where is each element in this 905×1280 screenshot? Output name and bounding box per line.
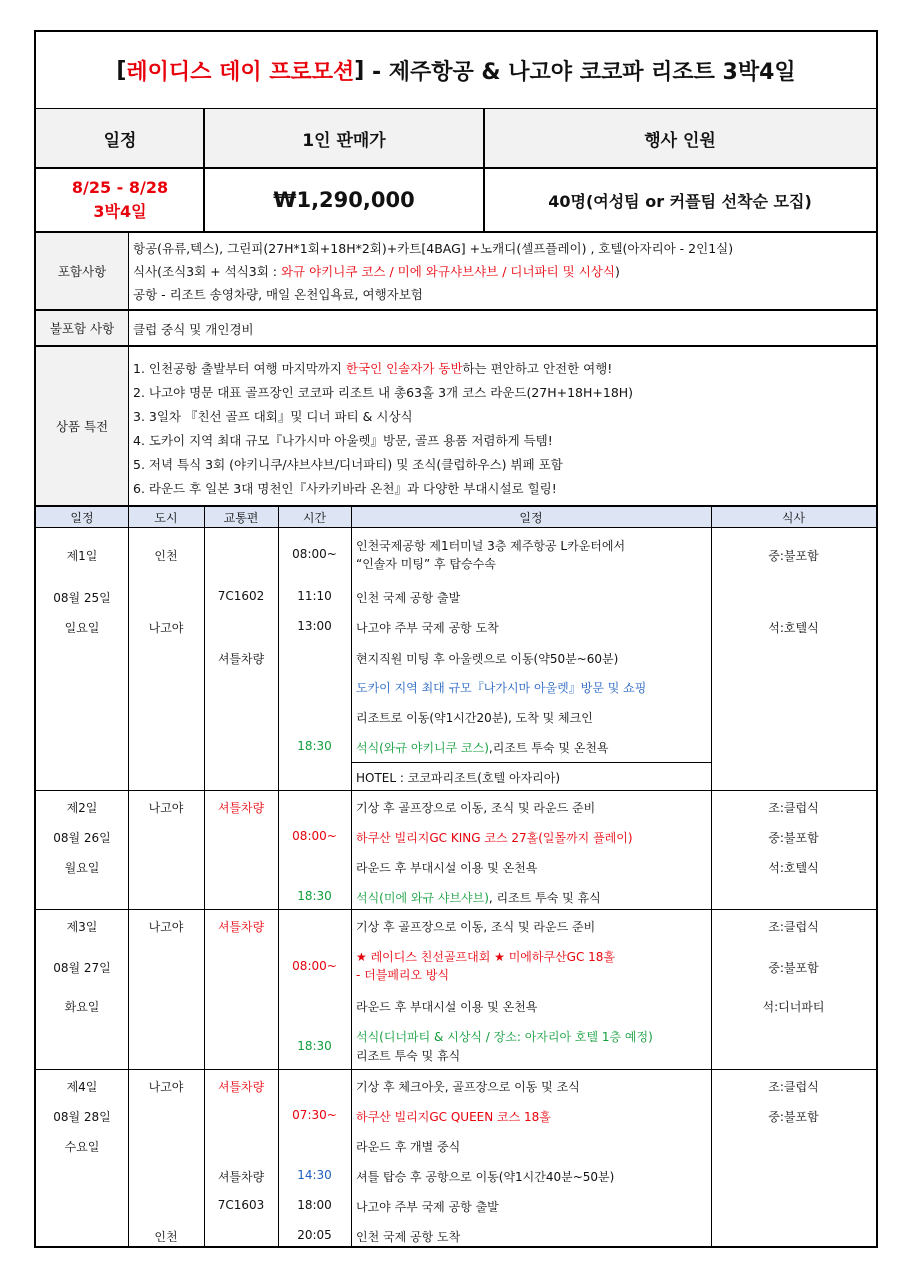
schedule-item: “인솔자 미팅” 후 탑승수속 — [356, 557, 496, 571]
meal: 중:불포함 — [768, 961, 819, 975]
transport: 셔틀차량 — [217, 652, 265, 666]
feature-6: 6. 라운드 후 일본 3대 명천인『사카키바라 온천』과 다양한 부대시설로 힐링! — [133, 481, 557, 496]
feature-2: 2. 나고야 명문 대표 골프장인 코코파 리조트 내 총63홀 3개 코스 라운드(27H+18H+18H) — [133, 385, 634, 400]
day-weekday: 일요일 — [64, 621, 100, 635]
schedule-item: 기상 후 골프장으로 이동, 조식 및 라운드 준비 — [356, 920, 596, 934]
schedule-item: 기상 후 체크아웃, 골프장으로 이동 및 조식 — [356, 1080, 580, 1094]
day-city: 나고야 — [148, 920, 184, 934]
time: 08:00~ — [292, 829, 337, 843]
day-label: 제3일 — [66, 920, 98, 934]
summary-header-schedule: 일정 — [36, 109, 204, 167]
included-label: 포함사항 — [36, 233, 128, 309]
summary-header-price: 1인 판매가 — [204, 109, 484, 167]
time: 08:00~ — [292, 547, 337, 561]
meal: 조:클럽식 — [768, 801, 819, 815]
meal: 조:클럽식 — [768, 1080, 819, 1094]
schedule-item: 석식(와규 야키니쿠 코스),리조트 투숙 및 온천욕 — [356, 741, 609, 755]
flight-number: 7C1603 — [217, 1198, 265, 1212]
time: 11:10 — [297, 589, 332, 603]
schedule-item: 라운드 후 부대시설 이용 및 온천욕 — [356, 1000, 538, 1014]
flight-number: 7C1602 — [217, 589, 265, 603]
feature-3: 3. 3일차 『친선 골프 대회』및 디너 파티 & 시상식 — [133, 409, 413, 424]
day-date: 08월 26일 — [53, 831, 111, 845]
summary-price: ₩1,290,000 — [273, 188, 415, 212]
summary-duration: 3박4일 — [93, 202, 147, 221]
day-date: 08월 25일 — [53, 591, 111, 605]
schedule-item: 석식(미에 와규 샤브샤브), 리조트 투숙 및 휴식 — [356, 891, 601, 905]
feature-1-highlight: 한국인 인솔자가 동반 — [345, 361, 463, 376]
title-bracket-close: ] — [354, 57, 365, 83]
itinerary-header-city: 도시 — [154, 510, 178, 525]
day-city: 나고야 — [148, 801, 184, 815]
schedule-item: 인천 국제 공항 도착 — [356, 1230, 461, 1244]
included-line-1: 항공(유류,텍스), 그린피(27H*1회+18H*2회)+카트[4BAG] +노캐디(셀프플레이) , 호텔(아자리아 - 2인1실) — [133, 241, 734, 256]
itinerary-header-day: 일정 — [70, 510, 94, 525]
day-weekday: 수요일 — [64, 1140, 100, 1154]
day-city: 인천 — [154, 549, 178, 563]
itinerary-header-schedule: 일정 — [519, 510, 543, 525]
time: 18:30 — [297, 889, 332, 903]
schedule-item: 인천 국제 공항 출발 — [356, 591, 461, 605]
schedule-item: 라운드 후 부대시설 이용 및 온천욕 — [356, 861, 538, 875]
day-label: 제1일 — [66, 549, 98, 563]
itinerary-header-meals: 식사 — [781, 510, 806, 525]
schedule-item-highlight: 도카이 지역 최대 규모『나가시마 아울렛』방문 및 쇼핑 — [356, 681, 647, 695]
summary-header-capacity: 행사 인원 — [484, 109, 876, 167]
excluded-label: 불포함 사항 — [36, 311, 128, 345]
day-label: 제4일 — [66, 1080, 98, 1094]
page-title — [36, 32, 876, 108]
transport: 셔틀차량 — [217, 1080, 265, 1094]
day-weekday: 화요일 — [64, 1000, 100, 1014]
transport: 셔틀차량 — [217, 920, 265, 934]
included-line-3: 공항 - 리조트 송영차량, 매일 온천입욕료, 여행자보험 — [133, 287, 423, 302]
time: 08:00~ — [292, 959, 337, 973]
time: 20:05 — [297, 1228, 332, 1242]
title-bracket-open: [ — [116, 57, 127, 83]
meal: 중:불포함 — [768, 1110, 819, 1124]
title-product: - 제주항공 & 나고야 코코파 리조트 3박4일 — [364, 59, 796, 85]
transport: 셔틀차량 — [217, 801, 265, 815]
meal: 조:클럽식 — [768, 920, 819, 934]
included-line-2: 식사(조식3회 + 석식3회 : 와규 야키니쿠 코스 / 미에 와규샤브샤브 / 디너파티 및 시상식) — [133, 264, 620, 279]
day-weekday: 월요일 — [64, 861, 100, 875]
time: 18:30 — [297, 1039, 332, 1053]
schedule-item-highlight: 하쿠산 빌리지GC KING 코스 27홀(일몰까지 플레이) — [356, 831, 633, 845]
time: 13:00 — [297, 619, 332, 633]
features-label: 상품 특전 — [36, 347, 128, 505]
meal: 석:호텔식 — [768, 861, 819, 875]
schedule-item: 기상 후 골프장으로 이동, 조식 및 라운드 준비 — [356, 801, 596, 815]
schedule-item: 나고야 주부 국제 공항 출발 — [356, 1200, 499, 1214]
excluded-text: 클럽 중식 및 개인경비 — [133, 322, 254, 337]
hotel-info: HOTEL : 코코파리조트(호텔 아자리아) — [356, 771, 561, 785]
meal: 석:디너파티 — [762, 1000, 825, 1014]
schedule-item-highlight: - 더블페리오 방식 — [356, 968, 450, 982]
day-date: 08월 28일 — [53, 1110, 111, 1124]
summary-date-range: 8/25 - 8/28 — [71, 178, 169, 197]
time: 18:30 — [297, 739, 332, 753]
schedule-item: 리조트로 이동(약1시간20분), 도착 및 체크인 — [356, 711, 593, 725]
day-city: 나고야 — [148, 621, 184, 635]
schedule-item: 셔틀 탑승 후 공항으로 이동(약1시간40분~50분) — [356, 1170, 615, 1184]
feature-4: 4. 도카이 지역 최대 규모『나가시마 아울렛』방문, 골프 용품 저렴하게 득템! — [133, 433, 553, 448]
included-meals-highlight: 와규 야키니쿠 코스 / 미에 와규샤브샤브 / 디너파티 및 시상식 — [280, 264, 615, 279]
schedule-item-highlight: 하쿠산 빌리지GC QUEEN 코스 18홀 — [356, 1110, 551, 1124]
meal: 석:호텔식 — [768, 621, 819, 635]
itinerary-header-time: 시간 — [302, 510, 327, 525]
schedule-item: 리조트 투숙 및 휴식 — [356, 1049, 461, 1063]
meal: 중:불포함 — [768, 831, 819, 845]
itinerary-header-transport: 교통편 — [223, 510, 259, 525]
schedule-item-highlight: ★ 레이디스 친선골프대회 ★ 미에하쿠산GC 18홀 — [356, 950, 616, 964]
meal: 중:불포함 — [768, 549, 819, 563]
feature-1: 1. 인천공항 출발부터 여행 마지막까지 한국인 인솔자가 동반하는 편안하고 안전한 여행! — [133, 361, 613, 376]
schedule-item: 인천국제공항 제1터미널 3층 제주항공 L카운터에서 — [356, 539, 626, 553]
day-city: 인천 — [154, 1230, 178, 1244]
title-promo: 레이디스 데이 프로모션 — [126, 59, 355, 85]
summary-capacity: 40명(여성팀 or 커플팀 선착순 모집) — [548, 191, 812, 211]
schedule-item: 나고야 주부 국제 공항 도착 — [356, 621, 499, 635]
schedule-item-highlight: 석식(디너파티 & 시상식 / 장소: 아자리아 호텔 1층 예정) — [356, 1030, 653, 1044]
summary-dates — [36, 169, 204, 231]
schedule-item: 현지직원 미팅 후 아울렛으로 이동(약50분~60분) — [356, 652, 619, 666]
transport: 셔틀차량 — [217, 1170, 265, 1184]
time: 14:30 — [297, 1168, 332, 1182]
itinerary-document — [34, 30, 878, 1248]
time: 18:00 — [297, 1198, 332, 1212]
day-date: 08월 27일 — [53, 961, 111, 975]
schedule-item: 라운드 후 개별 중식 — [356, 1140, 461, 1154]
day-city: 나고야 — [148, 1080, 184, 1094]
feature-5: 5. 저녁 특식 3회 (야키니쿠/샤브샤브/디너파티) 및 조식(클럽하우스) 뷔페 포함 — [133, 457, 563, 472]
time: 07:30~ — [292, 1108, 337, 1122]
day-label: 제2일 — [66, 801, 98, 815]
